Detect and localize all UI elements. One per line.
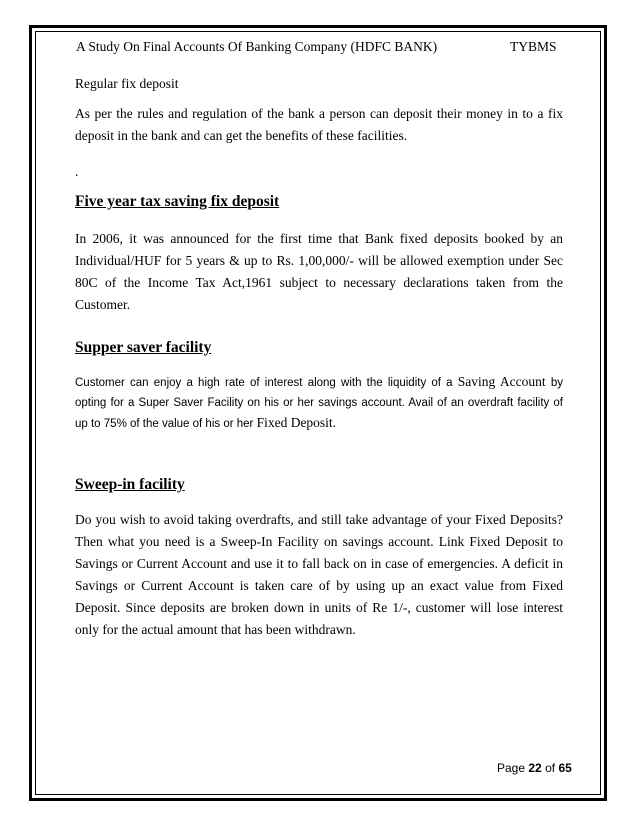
intro-paragraph: As per the rules and regulation of the bank a person can deposit their money in to a fix deposit in the bank and can get the benefits of these facilities. [75, 106, 563, 143]
sweep-in-paragraph: Do you wish to avoid taking overdrafts, and still take advantage of your Fixed Deposits? Then what you need is a Sweep-In Facility on savings account. Link Fixed Deposit to Savings or Current Account and use it to fall back on in case of emergencies. A deficit in Savings or Current Account is taken care of by using up an exact value from Fixed Deposit. Since deposits are broken down in units of Re 1/-, customer will lose interest only for the actual amount that has been withdrawn. [75, 512, 563, 637]
sweep-in-heading: Sweep-in facility [75, 476, 185, 493]
page-footer [497, 761, 572, 775]
header-title: A Study On Final Accounts Of Banking Company (HDFC BANK) [76, 39, 438, 54]
header-course-code: TYBMS [510, 39, 557, 54]
intro-subheading: Regular fix deposit [75, 76, 179, 91]
intro-dot: . [75, 164, 79, 179]
super-saver-paragraph [75, 372, 563, 434]
tax-saving-heading: Five year tax saving fix deposit [75, 193, 280, 210]
super-saver-text-2: by opting for a Super Saver Facility on his or her savings account. Avail of an overdraft facility of up to 75% of the value of his or her [75, 377, 563, 430]
footer-page-number: 22 [528, 761, 542, 775]
super-saver-text-1: Customer can enjoy a high rate of interest along with the liquidity of a [75, 377, 458, 389]
super-saver-heading: Supper saver facility [75, 339, 212, 356]
super-saver-fixed-deposit: Fixed Deposit. [256, 415, 337, 430]
footer-total-pages: 65 [558, 761, 572, 775]
footer-of-word: of [545, 761, 556, 775]
super-saver-saving-account: Saving Account [457, 374, 546, 389]
tax-saving-paragraph: In 2006, it was announced for the first time that Bank fixed deposits booked by an Individual/HUF for 5 years & up to Rs. 1,00,000/- will be allowed exemption under Sec 80C of the Income Tax Act,1961 subject to necessary declarations taken from the Customer. [75, 231, 563, 312]
footer-page-word: Page [497, 761, 526, 775]
